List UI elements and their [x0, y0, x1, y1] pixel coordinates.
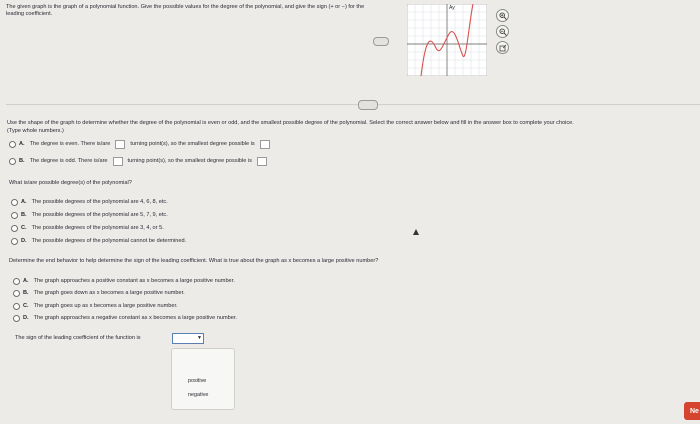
option-text: turning point(s), so the smallest degree possible is: [127, 158, 252, 164]
option-letter: B.: [19, 158, 25, 164]
radio-button[interactable]: [13, 315, 20, 322]
option-text: The possible degrees of the polynomial are 5, 7, 9, etc.: [31, 212, 168, 218]
degree-input[interactable]: [257, 157, 267, 166]
part1-prompt: Use the shape of the graph to determine whether the degree of the polynomial is even or odd, and the smallest possible degree of the polynomial. Select the correct answer below and fill in the answer box to complete your choice.: [7, 120, 574, 126]
option-letter: D.: [23, 315, 29, 321]
graph-drag-handle[interactable]: [373, 37, 389, 46]
popout-icon[interactable]: [496, 41, 509, 54]
zoom-out-icon[interactable]: [496, 25, 509, 38]
radio-button[interactable]: [13, 278, 20, 285]
option-text: The degree is odd. There is/are: [29, 158, 108, 164]
radio-button[interactable]: [11, 225, 18, 232]
radio-button[interactable]: [13, 303, 20, 310]
part3-prompt: Determine the end behavior to help determine the sign of the leading coefficient. What is true about the graph as x becomes a large positive number?: [9, 258, 379, 264]
leading-coefficient-dropdown[interactable]: [172, 333, 204, 344]
option-text: The graph goes down as x becomes a large positive number.: [33, 290, 185, 296]
option-letter: A.: [19, 141, 25, 147]
option-text: The graph approaches a positive constant as x becomes a large positive number.: [33, 278, 235, 284]
radio-button[interactable]: [9, 141, 16, 148]
radio-button[interactable]: [11, 199, 18, 206]
option-letter: B.: [23, 290, 29, 296]
turning-points-input[interactable]: [113, 157, 123, 166]
radio-button[interactable]: [11, 212, 18, 219]
part1-option-b[interactable]: [9, 157, 269, 166]
part2-option-a[interactable]: [11, 199, 168, 206]
dropdown-option-negative[interactable]: negative: [188, 392, 209, 398]
option-letter: A.: [21, 199, 27, 205]
option-letter: C.: [23, 303, 29, 309]
option-text: The possible degrees of the polynomial are 4, 6, 8, etc.: [31, 199, 168, 205]
radio-button[interactable]: [9, 158, 16, 165]
radio-button[interactable]: [11, 238, 18, 245]
part3-option-a[interactable]: [13, 278, 235, 285]
question-intro: The given graph is the graph of a polynomial function. Give the possible values for the degree of the polynomial, and give the sign (+ or −) for the leading coefficient.: [6, 4, 365, 17]
option-text: The graph goes up as x becomes a large positive number.: [33, 303, 178, 309]
degree-input[interactable]: [260, 140, 270, 149]
option-text: turning point(s), so the smallest degree possible is: [130, 141, 255, 147]
turning-points-input[interactable]: [115, 140, 125, 149]
part2-option-b[interactable]: [11, 212, 168, 219]
part3-option-c[interactable]: [13, 303, 178, 310]
part1-option-a[interactable]: [9, 140, 272, 149]
divider-drag-handle[interactable]: [358, 100, 378, 110]
part3-option-b[interactable]: [13, 290, 185, 297]
option-text: The possible degrees of the polynomial are 3, 4, or 5.: [31, 225, 164, 231]
option-text: The degree is even. There is/are: [29, 141, 111, 147]
y-axis-label: Ay: [449, 5, 455, 11]
radio-button[interactable]: [13, 290, 20, 297]
option-text: The graph approaches a negative constant as x becomes a large positive number.: [33, 315, 237, 321]
next-button[interactable]: Ne: [684, 402, 700, 420]
option-letter: A.: [23, 278, 29, 284]
polynomial-graph[interactable]: [407, 4, 487, 76]
zoom-in-icon[interactable]: [496, 9, 509, 22]
part4-prompt: The sign of the leading coefficient of the function is: [15, 335, 141, 341]
part1-hint: (Type whole numbers.): [7, 128, 64, 134]
part3-option-d[interactable]: [13, 315, 237, 322]
part2-option-d[interactable]: [11, 238, 186, 245]
section-divider: [6, 104, 700, 105]
mouse-cursor-icon: [413, 229, 419, 235]
dropdown-option-positive[interactable]: positive: [188, 378, 207, 384]
option-letter: C.: [21, 225, 27, 231]
option-text: The possible degrees of the polynomial cannot be determined.: [31, 238, 187, 244]
option-letter: D.: [21, 238, 27, 244]
dropdown-arrow-icon: ▼: [197, 335, 202, 341]
part2-option-c[interactable]: [11, 225, 164, 232]
option-letter: B.: [21, 212, 27, 218]
part2-prompt: What is/are possible degree(s) of the polynomial?: [9, 180, 132, 186]
dropdown-menu: [171, 348, 235, 410]
